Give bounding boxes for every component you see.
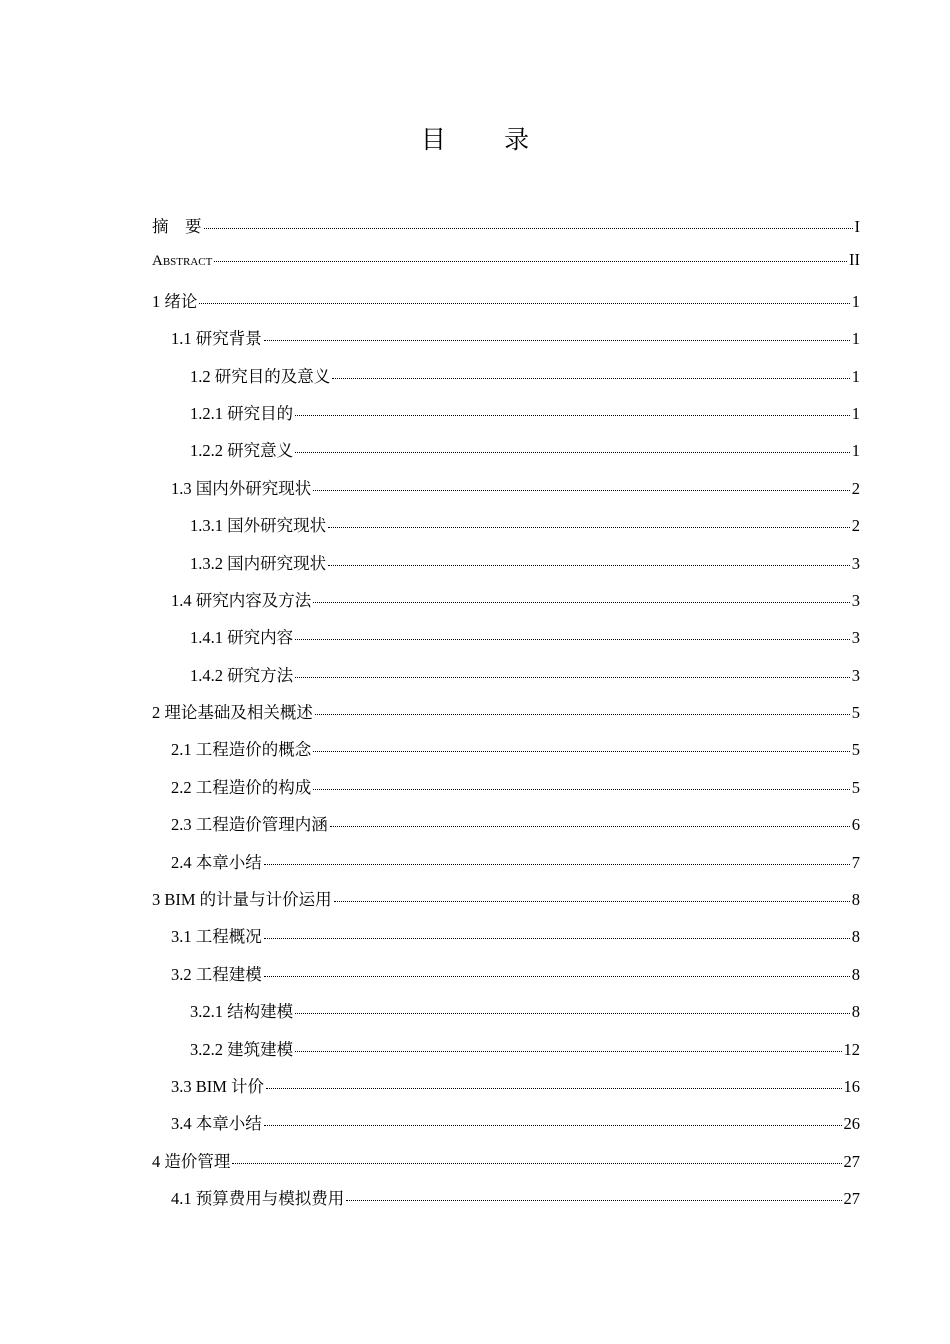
toc-entry[interactable] [152, 213, 860, 250]
toc-entry[interactable] [152, 437, 860, 474]
toc-entry[interactable] [152, 886, 860, 923]
toc-entry[interactable] [152, 624, 860, 661]
toc-entry[interactable] [152, 475, 860, 512]
table-of-contents [152, 213, 860, 1223]
toc-entry-label: 1.4.1 研究内容 [190, 628, 294, 648]
toc-entry-page: 6 [851, 815, 860, 835]
toc-entry[interactable] [152, 1036, 860, 1073]
toc-entry-page: 1 [851, 441, 860, 461]
toc-entry-page: 26 [843, 1114, 860, 1134]
toc-entry-label: 1.3.2 国内研究现状 [190, 553, 327, 573]
toc-entry[interactable] [152, 288, 860, 325]
dot-leader [328, 565, 850, 566]
toc-entry-label: 1.3 国内外研究现状 [171, 478, 312, 498]
dot-leader [232, 1163, 841, 1164]
toc-entry[interactable] [152, 363, 860, 400]
toc-entry-label: 4 造价管理 [152, 1151, 231, 1171]
toc-entry-label: 2.1 工程造价的概念 [171, 740, 312, 760]
toc-entry-page: 5 [851, 740, 860, 760]
toc-entry-page: 2 [851, 478, 860, 498]
dot-leader [334, 901, 850, 902]
dot-leader [214, 261, 847, 262]
toc-entry[interactable] [152, 998, 860, 1035]
toc-entry[interactable] [152, 1185, 860, 1222]
toc-entry[interactable] [152, 961, 860, 998]
toc-entry-page: 1 [851, 403, 860, 423]
toc-entry[interactable] [152, 512, 860, 549]
dot-leader [330, 826, 850, 827]
toc-entry-label: 1 绪论 [152, 291, 198, 311]
toc-entry[interactable] [152, 400, 860, 437]
toc-entry-label: 2.3 工程造价管理内涵 [171, 815, 328, 835]
toc-entry-label: 2.4 本章小结 [171, 852, 262, 872]
toc-entry-label: 摘 要 [152, 217, 202, 236]
toc-entry[interactable] [152, 774, 860, 811]
dot-leader [199, 303, 849, 304]
toc-entry-page: II [849, 250, 860, 270]
toc-entry-page: 7 [851, 852, 860, 872]
toc-entry[interactable] [152, 811, 860, 848]
toc-entry-label: 1.2 研究目的及意义 [190, 366, 331, 386]
dot-leader [264, 938, 850, 939]
toc-entry-page: 1 [851, 366, 860, 386]
toc-entry-label: 3 BIM 的计量与计价运用 [152, 890, 332, 910]
toc-entry-label: 3.2.2 建筑建模 [190, 1039, 294, 1059]
dot-leader [295, 1013, 850, 1014]
toc-entry-page: 3 [851, 590, 860, 610]
dot-leader [264, 976, 850, 977]
toc-entry-label: 3.2 工程建模 [171, 964, 262, 984]
dot-leader [315, 714, 850, 715]
dot-leader [295, 677, 850, 678]
toc-entry[interactable] [152, 923, 860, 960]
toc-entry-page: 8 [851, 1002, 860, 1022]
toc-entry-label: 1.2.2 研究意义 [190, 441, 294, 461]
toc-entry-label: 1.3.1 国外研究现状 [190, 516, 327, 536]
dot-leader [264, 1125, 842, 1126]
toc-entry-page: 2 [851, 516, 860, 536]
dot-leader [295, 1051, 841, 1052]
dot-leader [328, 527, 850, 528]
dot-leader [264, 340, 850, 341]
dot-leader [313, 789, 850, 790]
toc-entry[interactable] [152, 1110, 860, 1147]
dot-leader [313, 490, 850, 491]
toc-entry-page: 27 [843, 1151, 860, 1171]
toc-entry-label: 2.2 工程造价的构成 [171, 777, 312, 797]
toc-entry-label: 1.4.2 研究方法 [190, 665, 294, 685]
toc-entry[interactable] [152, 699, 860, 736]
toc-entry[interactable] [152, 662, 860, 699]
toc-entry-page: 3 [851, 665, 860, 685]
toc-entry-label: 1.2.1 研究目的 [190, 403, 294, 423]
toc-entry-page: 5 [851, 703, 860, 723]
toc-entry-page: 8 [851, 964, 860, 984]
dot-leader [346, 1200, 841, 1201]
toc-entry[interactable] [152, 1073, 860, 1110]
dot-leader [332, 378, 850, 379]
toc-entry-page: 1 [851, 329, 860, 349]
toc-entry-label: 3.1 工程概况 [171, 927, 262, 947]
dot-leader [295, 452, 850, 453]
toc-entry[interactable] [152, 849, 860, 886]
toc-entry-label: 1.4 研究内容及方法 [171, 590, 312, 610]
dot-leader [313, 751, 850, 752]
dot-leader [204, 228, 853, 229]
toc-entry[interactable] [152, 250, 860, 287]
toc-entry-page: 3 [851, 628, 860, 648]
toc-entry-page: 1 [851, 291, 860, 311]
toc-entry-label: 3.3 BIM 计价 [171, 1076, 265, 1096]
toc-entry[interactable] [152, 587, 860, 624]
toc-entry[interactable] [152, 1148, 860, 1185]
dot-leader [295, 415, 850, 416]
toc-entry-page: 27 [843, 1189, 860, 1209]
toc-entry-label: 3.2.1 结构建模 [190, 1002, 294, 1022]
toc-entry[interactable] [152, 736, 860, 773]
dot-leader [313, 602, 850, 603]
toc-entry-page: I [854, 217, 860, 236]
toc-entry-page: 8 [851, 890, 860, 910]
toc-entry-page: 3 [851, 553, 860, 573]
toc-entry-page: 8 [851, 927, 860, 947]
toc-entry-label: 2 理论基础及相关概述 [152, 703, 313, 723]
toc-entry[interactable] [152, 325, 860, 362]
toc-entry-label: Abstract [152, 253, 213, 270]
toc-entry-label: 4.1 预算费用与模拟费用 [171, 1189, 345, 1209]
toc-entry-page: 12 [843, 1039, 860, 1059]
dot-leader [266, 1088, 841, 1089]
toc-entry-page: 5 [851, 777, 860, 797]
dot-leader [295, 639, 850, 640]
toc-title: 目 录 [420, 127, 556, 154]
dot-leader [264, 864, 850, 865]
toc-entry[interactable] [152, 550, 860, 587]
toc-entry-label: 1.1 研究背景 [171, 329, 262, 349]
toc-entry-page: 16 [843, 1076, 860, 1096]
toc-entry-label: 3.4 本章小结 [171, 1114, 262, 1134]
